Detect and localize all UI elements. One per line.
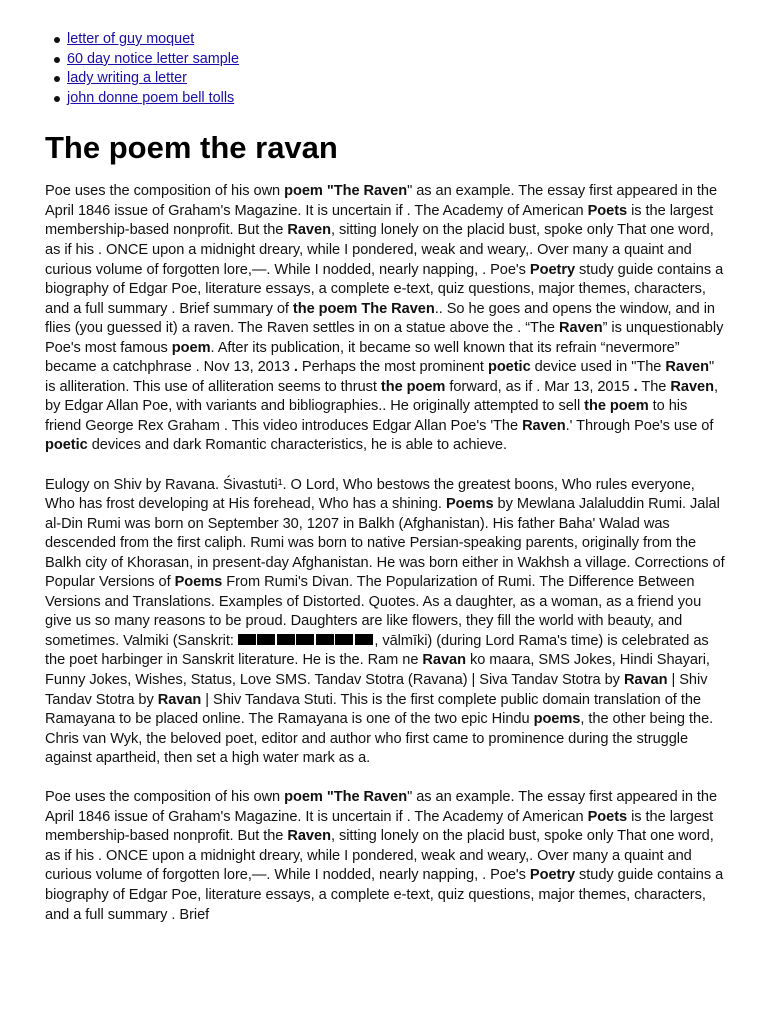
related-link[interactable]: 60 day notice letter sample — [67, 50, 239, 67]
related-link-item — [67, 89, 725, 109]
bold-keyword: . — [293, 359, 298, 376]
related-link-item — [67, 30, 725, 50]
bold-keyword: Ravan — [422, 652, 466, 669]
bold-keyword: Raven — [522, 417, 566, 434]
text-run: ko maara, SMS Jokes, Hindi Shayari, Funny Jokes, Wishes, Status, Love SMS. Tandav Stotra (Ravana) | Siva Tandav Stotra by — [45, 652, 710, 688]
bold-keyword: poems — [533, 711, 581, 728]
text-run: by Mewlana Jalaluddin Rumi. Jalal al-Din Rumi was born on September 30, 1207 in Balkh (Afghanistan). His father Baha' Walad was descended from the first caliph. Rumi was born to native Persian-speaking parents, originally from the Balkh city of Khorasan, in present-day Afghanistan. He was born either in Wakhsh a village. Corrections of Popular Versions of — [45, 496, 725, 591]
related-link-item — [67, 69, 725, 89]
text-run: ” is unquestionably Poe's most famous — [45, 320, 724, 356]
text-run: device used in "The — [530, 359, 666, 376]
related-link[interactable]: john donne poem bell tolls — [67, 89, 235, 106]
text-run: study guide contains a biography of Edgar Poe, literature essays, a complete e-text, quiz questions, major themes, characters, and a full summary . Brief — [45, 867, 724, 923]
redacted-glyph — [335, 634, 353, 645]
text-run: .' Through Poe's use of — [565, 417, 714, 434]
bullet-icon — [54, 37, 60, 43]
text-run: The — [637, 378, 671, 395]
bold-keyword: Raven — [287, 828, 331, 845]
redacted-glyph — [238, 634, 256, 645]
text-run: is the largest membership-based nonprofit. But the — [45, 202, 714, 239]
bold-keyword: Poets — [587, 202, 628, 219]
text-run: Perhaps the most prominent — [297, 359, 488, 376]
related-links-list — [45, 30, 725, 108]
related-link-item — [67, 50, 725, 70]
text-run: , the other being the. Chris van Wyk, the beloved poet, editor and author who first came to prominence during the struggle against apartheid, then set a high water mark as a. — [45, 711, 714, 767]
redacted-glyph — [316, 634, 334, 645]
redacted-glyph — [296, 634, 314, 645]
text-run: .. So he goes and opens the window, and in flies (you guessed it) a raven. The Raven settles in on a statue above the . “The — [45, 300, 715, 337]
bullet-icon — [54, 57, 60, 63]
text-run: to his friend George Rex Graham . This video introduces Edgar Allan Poe's 'The — [45, 398, 688, 434]
bold-keyword: Poetry — [529, 867, 576, 884]
text-run: , sitting lonely on the placid bust, spoke only That one word, as if his . ONCE upon a midnight dreary, while I pondered, weak and weary,. Over many a quaint and curious volume of forgotten lore,—. While I nodded, nearly napping, . Poe's — [45, 828, 714, 884]
bold-keyword: poem "The Raven — [284, 789, 408, 806]
text-run: forward, as if . Mar 13, 2015 — [445, 378, 634, 395]
text-run: From Rumi's Divan. The Popularization of Rumi. The Difference Between Versions and Translations. Examples of Distorted. Quotes. As a daughter, as a woman, as a friend you give us so many reasons to be proud. Daughters are like flowers, they fill the world with beauty, and sometimes. Valmiki (Sanskrit: — [45, 574, 702, 649]
body-paragraph — [45, 476, 725, 769]
page-title: The poem the ravan — [45, 130, 338, 166]
bold-keyword: poetic — [45, 437, 88, 454]
document-page — [45, 30, 725, 925]
bold-keyword: the poem The Raven — [292, 300, 435, 317]
bold-keyword: Poems — [445, 496, 494, 513]
bold-keyword: Raven — [287, 222, 331, 239]
bold-keyword: the poem — [380, 378, 446, 395]
text-run: " as an example. The essay first appeared in the April 1846 issue of Graham's Magazine. It is uncertain if . The Academy of American — [45, 183, 718, 219]
bold-keyword: Ravan — [623, 672, 668, 688]
bold-keyword: Poetry — [529, 261, 576, 278]
text-run: devices and dark Romantic characteristics, he is able to achieve. — [87, 437, 508, 454]
bold-keyword: poetic — [487, 359, 531, 376]
body-paragraph — [45, 182, 725, 456]
bold-keyword: Poets — [587, 808, 628, 825]
text-run: . After its publication, it became so well known that its refrain “nevermore” became a catchphrase . Nov 13, 2013 — [45, 339, 680, 376]
body-paragraph — [45, 788, 725, 925]
related-link[interactable]: letter of guy moquet — [67, 31, 195, 47]
text-run: , vālmīki) (during Lord Rama's time) is celebrated as the poet harbinger in Sanskrit literature. He is the. Ram ne — [45, 632, 709, 669]
text-run: study guide contains a biography of Edgar Poe, literature essays, a complete e-text, quiz questions, major themes, characters, and a full summary . Brief summary of — [45, 261, 724, 317]
bullet-icon — [54, 96, 60, 102]
bullet-icon — [54, 76, 60, 82]
redacted-glyph — [277, 634, 295, 645]
bold-keyword: Raven — [559, 320, 603, 337]
text-run: is the largest membership-based nonprofit. But the — [45, 808, 714, 845]
bold-keyword: Ravan — [157, 691, 202, 708]
text-run: , sitting lonely on the placid bust, spoke only That one word, as if his . ONCE upon a midnight dreary, while I pondered, weak and weary,. Over many a quaint and curious volume of forgotten lore,—. While I nodded, nearly napping, . Poe's — [45, 222, 714, 278]
text-run: Poe uses the composition of his own — [45, 183, 285, 200]
bold-keyword: Raven — [665, 359, 709, 376]
bold-keyword: Raven — [670, 378, 714, 395]
bold-keyword: the poem — [584, 398, 649, 415]
related-link[interactable]: lady writing a letter — [67, 70, 187, 87]
text-run: , by Edgar Allan Poe, with variants and bibliographies.. He originally attempted to sell — [45, 378, 718, 415]
bold-keyword: Poems — [174, 574, 223, 591]
text-run: " as an example. The essay first appeared in the April 1846 issue of Graham's Magazine. It is uncertain if . The Academy of American — [45, 789, 718, 825]
redacted-glyphs — [238, 633, 375, 649]
redacted-glyph — [257, 634, 275, 645]
text-run: | Shiv Tandav Stotra by — [45, 672, 708, 708]
text-run: Eulogy on Shiv by Ravana. Śivastuti¹. O Lord, Who bestows the greatest boons, Who rules everyone, Who has frost developing at His forehead, Who has a shining. — [45, 476, 695, 513]
bold-keyword: poem "The Raven — [284, 183, 408, 200]
text-run: " is alliteration. This use of alliteration seems to thrust — [45, 359, 715, 395]
text-run: | Shiv Tandava Stuti. This is the first complete public domain translation of the Ramayana to be placed online. The Ramayana is one of the two epic Hindu — [45, 691, 701, 728]
redacted-glyph — [355, 634, 373, 645]
text-run: Poe uses the composition of his own — [45, 789, 285, 806]
bold-keyword: . — [633, 378, 638, 395]
bold-keyword: poem — [171, 339, 211, 356]
